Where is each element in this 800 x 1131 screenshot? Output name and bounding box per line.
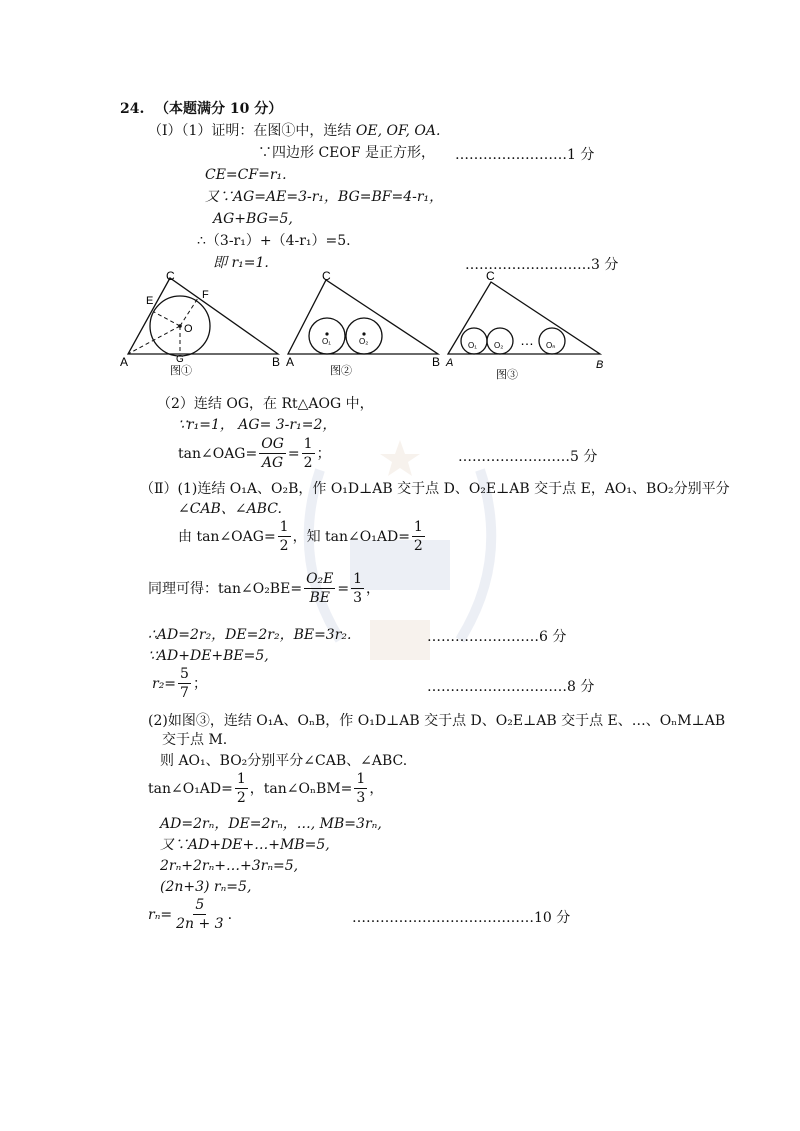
tan-o1ad-text: ，知 tan∠O₁AD= bbox=[292, 528, 410, 545]
part2-2-line5: AD=2rₙ，DE=2rₙ，…, MB=3rₙ, bbox=[160, 816, 382, 832]
score-mark-6: ……………………6 分 bbox=[427, 629, 567, 645]
part2-line6: ∵AD+DE+BE=5, bbox=[148, 648, 269, 664]
part2-line1: （Ⅱ）(1)连结 O₁A、O₂B，作 O₁D⊥AB 交于点 D、O₂E⊥AB 交于点 E，AO₁、BO₂分别平分 bbox=[140, 481, 730, 497]
part1-line7: 即 r₁=1. bbox=[213, 255, 269, 271]
part2-2-line6: 又∵AD+DE+…+MB=5, bbox=[160, 837, 330, 853]
fig2-label-O1: O₁ bbox=[322, 337, 331, 346]
fraction-1-3: $\frac{1}{3}$ bbox=[353, 571, 363, 606]
fraction-o2e-be: $\frac{\text{O₂E}}{BE}$ bbox=[306, 571, 334, 606]
r2-label: r₂= bbox=[152, 675, 177, 692]
figure-3 bbox=[445, 269, 603, 380]
part2-line2: ∠CAB、∠ABC. bbox=[178, 501, 282, 517]
part2-line4 bbox=[148, 570, 380, 607]
part2-2-line3: 则 AO₁、BO₂分别平分∠CAB、∠ABC. bbox=[160, 753, 408, 769]
fig1-label-B: B bbox=[272, 355, 281, 369]
fig1-label-F: F bbox=[202, 289, 209, 301]
equals-sign: = bbox=[337, 580, 350, 597]
comma: ， bbox=[366, 580, 381, 597]
fraction-1-2-a: $\frac{1}{2}$ bbox=[279, 519, 289, 554]
part1-line4: 又∵AG=AE=3-r₁，BG=BF=4-r₁， bbox=[205, 189, 444, 205]
part2-2-line2: 交于点 M. bbox=[162, 732, 228, 748]
part2-2-line9 bbox=[148, 896, 232, 933]
fig1-caption: 图① bbox=[170, 365, 192, 377]
fig3-label-O2: O₂ bbox=[494, 341, 504, 350]
score-mark-3: ………………………3 分 bbox=[465, 257, 619, 273]
period: . bbox=[227, 906, 233, 923]
semicolon: ； bbox=[316, 445, 331, 462]
fig3-label-A: A bbox=[446, 357, 454, 369]
figures-row bbox=[118, 268, 618, 380]
score-mark-8: …………………………8 分 bbox=[427, 679, 595, 695]
fraction-1-3-b: $\frac{1}{3}$ bbox=[356, 771, 366, 806]
fig1-label-C: C bbox=[166, 269, 175, 283]
tan-o2be-text: 同理可得：tan∠O₂BE= bbox=[148, 580, 303, 597]
fraction-og-ag: $\frac{OG}{AG}$ bbox=[261, 436, 284, 471]
fraction-5-2n3: $\frac{5}{2n + 3}$ bbox=[176, 897, 224, 932]
fig1-label-A: A bbox=[120, 355, 129, 369]
fig2-label-B: B bbox=[432, 355, 441, 369]
semicolon: ； bbox=[192, 675, 207, 692]
part1-2-line1: （2）连结 OG，在 Rt△AOG 中， bbox=[157, 396, 374, 412]
part1-2-line2: ∵r₁=1， AG= 3-r₁=2， bbox=[178, 417, 337, 433]
part1-connect-list: OE, OF, OA. bbox=[355, 123, 441, 139]
part2-2-line1: (2)如图③，连结 O₁A、OₙB，作 O₁D⊥AB 交于点 D、O₂E⊥AB 交于点 E、…、OₙM⊥AB bbox=[148, 713, 726, 729]
part1-intro bbox=[148, 122, 440, 140]
fraction-1-2-b: $\frac{1}{2}$ bbox=[413, 519, 423, 554]
score-mark-1: ……………………1 分 bbox=[455, 147, 595, 163]
rn-label: rₙ= bbox=[148, 906, 173, 923]
part1-marker: （Ⅰ）（1）证明：在图①中，连结 bbox=[148, 123, 352, 139]
part1-line6: ∴（3-r₁）+（4-r₁）=5. bbox=[197, 233, 351, 249]
part2-2-line7: 2rₙ+2rₙ+…+3rₙ=5, bbox=[160, 858, 299, 874]
figure-1 bbox=[120, 269, 280, 377]
comma: ， bbox=[369, 780, 384, 797]
figure-2 bbox=[286, 269, 440, 377]
part2-line3 bbox=[178, 518, 427, 555]
score-mark-10: …………………………………10 分 bbox=[352, 910, 571, 926]
part1-line5: AG+BG=5, bbox=[213, 211, 293, 227]
score-mark-5: ……………………5 分 bbox=[458, 449, 598, 465]
fig1-label-E: E bbox=[146, 295, 154, 307]
tan-oag-label: tan∠OAG= bbox=[178, 445, 258, 462]
fig2-label-C: C bbox=[322, 269, 331, 283]
part2-2-line8: (2n+3) rₙ=5, bbox=[160, 879, 252, 895]
part1-2-line3 bbox=[178, 435, 331, 472]
part1-line3: CE=CF=r₁. bbox=[205, 167, 287, 183]
fig3-label-O1: O₁ bbox=[468, 341, 477, 350]
fig1-label-G: G bbox=[176, 354, 184, 365]
tan-oag-text: 由 tan∠OAG= bbox=[178, 528, 276, 545]
tan-onbm-text: ，tan∠OₙBM= bbox=[249, 780, 353, 797]
fig2-label-O2: O₂ bbox=[359, 337, 369, 346]
fraction-5-7: $\frac{5}{7}$ bbox=[180, 666, 189, 701]
fig2-caption: 图② bbox=[330, 365, 352, 377]
part2-2-line4 bbox=[148, 770, 383, 807]
tan-o1ad-text: tan∠O₁AD= bbox=[148, 780, 233, 797]
fig2-label-A: A bbox=[286, 355, 295, 369]
part2-line7 bbox=[152, 665, 207, 702]
part2-line5: ∴AD=2r₂，DE=2r₂，BE=3r₂. bbox=[148, 627, 352, 643]
equals-sign: = bbox=[287, 445, 300, 462]
fraction-1-2-c: $\frac{1}{2}$ bbox=[236, 771, 246, 806]
fig3-ellipsis: … bbox=[520, 332, 534, 348]
fig1-label-O: O bbox=[184, 323, 193, 335]
fraction-1-2: $\frac{1}{2}$ bbox=[303, 436, 313, 471]
fig3-label-On: Oₙ bbox=[546, 341, 556, 350]
score-note: （本题满分 10 分） bbox=[155, 101, 283, 117]
problem-number: 24. bbox=[120, 101, 145, 117]
part1-line2: ∵四边形 CEOF 是正方形， bbox=[258, 145, 436, 161]
fig3-caption: 图③ bbox=[496, 369, 518, 380]
fig3-label-B: B bbox=[596, 359, 604, 371]
fig3-label-C: C bbox=[486, 269, 495, 283]
